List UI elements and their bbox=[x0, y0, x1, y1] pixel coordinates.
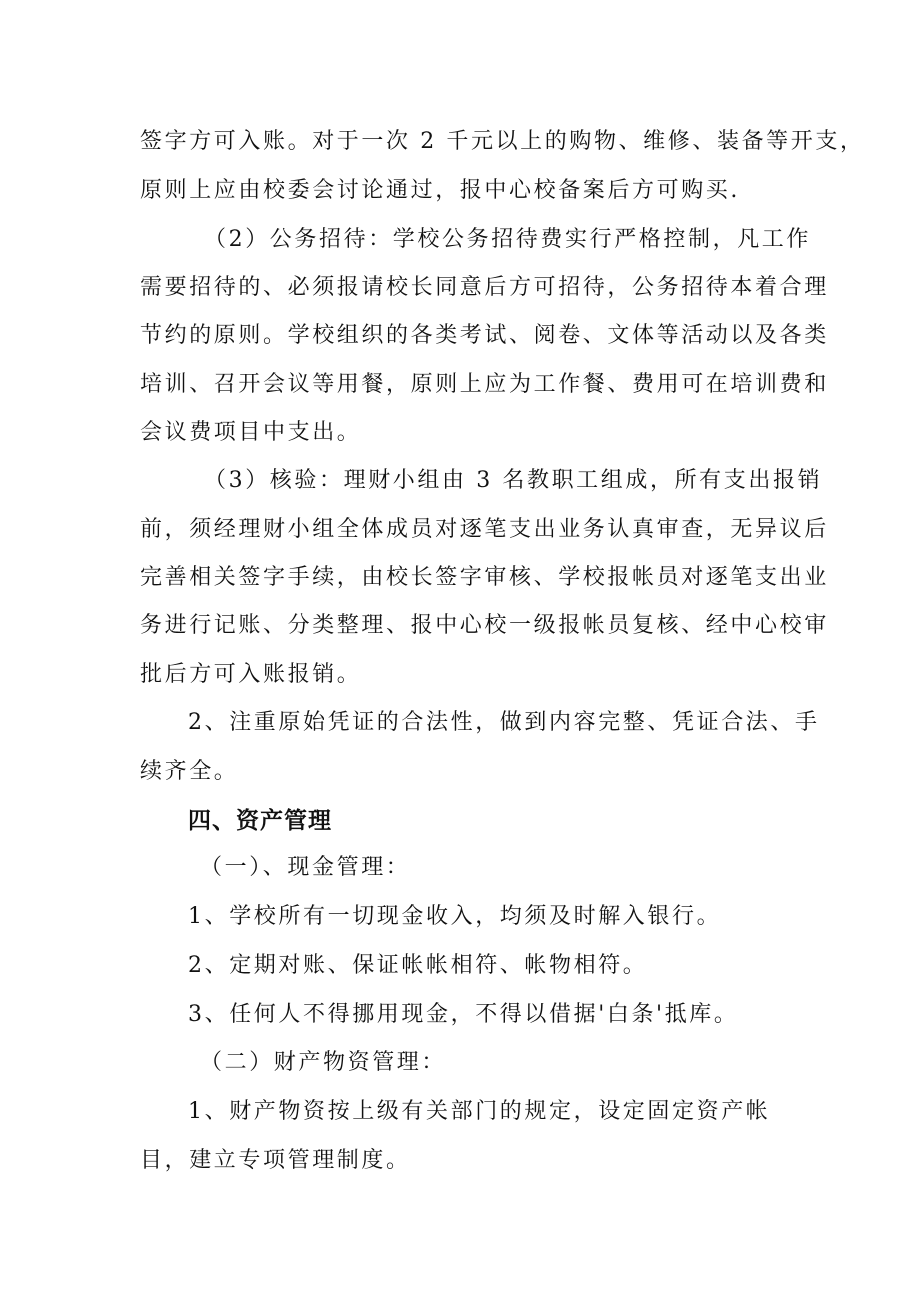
paragraph-line: 批后方可入账报销。 bbox=[140, 662, 362, 687]
subsection-title: （一）、现金管理： bbox=[200, 855, 411, 880]
paragraph-line: 需要招待的、必须报请校长同意后方可招待，公务招待本着合理 bbox=[140, 275, 829, 300]
list-item: 1、财产物资按上级有关部门的规定，设定固定资产帐 bbox=[188, 1099, 771, 1124]
paragraph-line: （3）核验：理财小组由 3 名教职工组成，所有支出报销 bbox=[204, 468, 823, 493]
paragraph-line: 2、注重原始凭证的合法性，做到内容完整、凭证合法、手 bbox=[188, 710, 820, 735]
paragraph-line: 务进行记账、分类整理、报中心校一级报帐员复核、经中心校审 bbox=[140, 613, 829, 638]
paragraph-line: （2）公务招待：学校公务招待费实行严格控制，凡工作 bbox=[204, 227, 811, 252]
paragraph-line: 续齐全。 bbox=[140, 759, 239, 784]
list-item: 1、学校所有一切现金收入，均须及时解入银行。 bbox=[188, 904, 722, 929]
list-item: 2、定期对账、保证帐帐相符、帐物相符。 bbox=[188, 953, 648, 978]
paragraph-line: 培训、召开会议等用餐，原则上应为工作餐、费用可在培训费和 bbox=[140, 372, 829, 397]
paragraph-line: 会议费项目中支出。 bbox=[140, 420, 362, 445]
paragraph-line: 完善相关签字手续，由校长签字审核、学校报帐员对逐笔支出业 bbox=[140, 565, 829, 590]
paragraph-line: 原则上应由校委会讨论通过，报中心校备案后方可购买. bbox=[140, 178, 740, 203]
paragraph-line: 前，须经理财小组全体成员对逐笔支出业务认真审查，无异议后 bbox=[140, 517, 829, 542]
subsection-title: （二）财产物资管理： bbox=[200, 1050, 447, 1075]
section-heading: 四、资产管理 bbox=[188, 808, 332, 834]
list-item: 目，建立专项管理制度。 bbox=[140, 1148, 411, 1173]
paragraph-line: 签字方可入账。对于一次 2 千元以上的购物、维修、装备等开支， bbox=[140, 129, 865, 154]
list-item: 3、任何人不得挪用现金，不得以借据'白条'抵库。 bbox=[188, 1002, 739, 1027]
paragraph-line: 节约的原则。学校组织的各类考试、阅卷、文体等活动以及各类 bbox=[140, 323, 829, 348]
